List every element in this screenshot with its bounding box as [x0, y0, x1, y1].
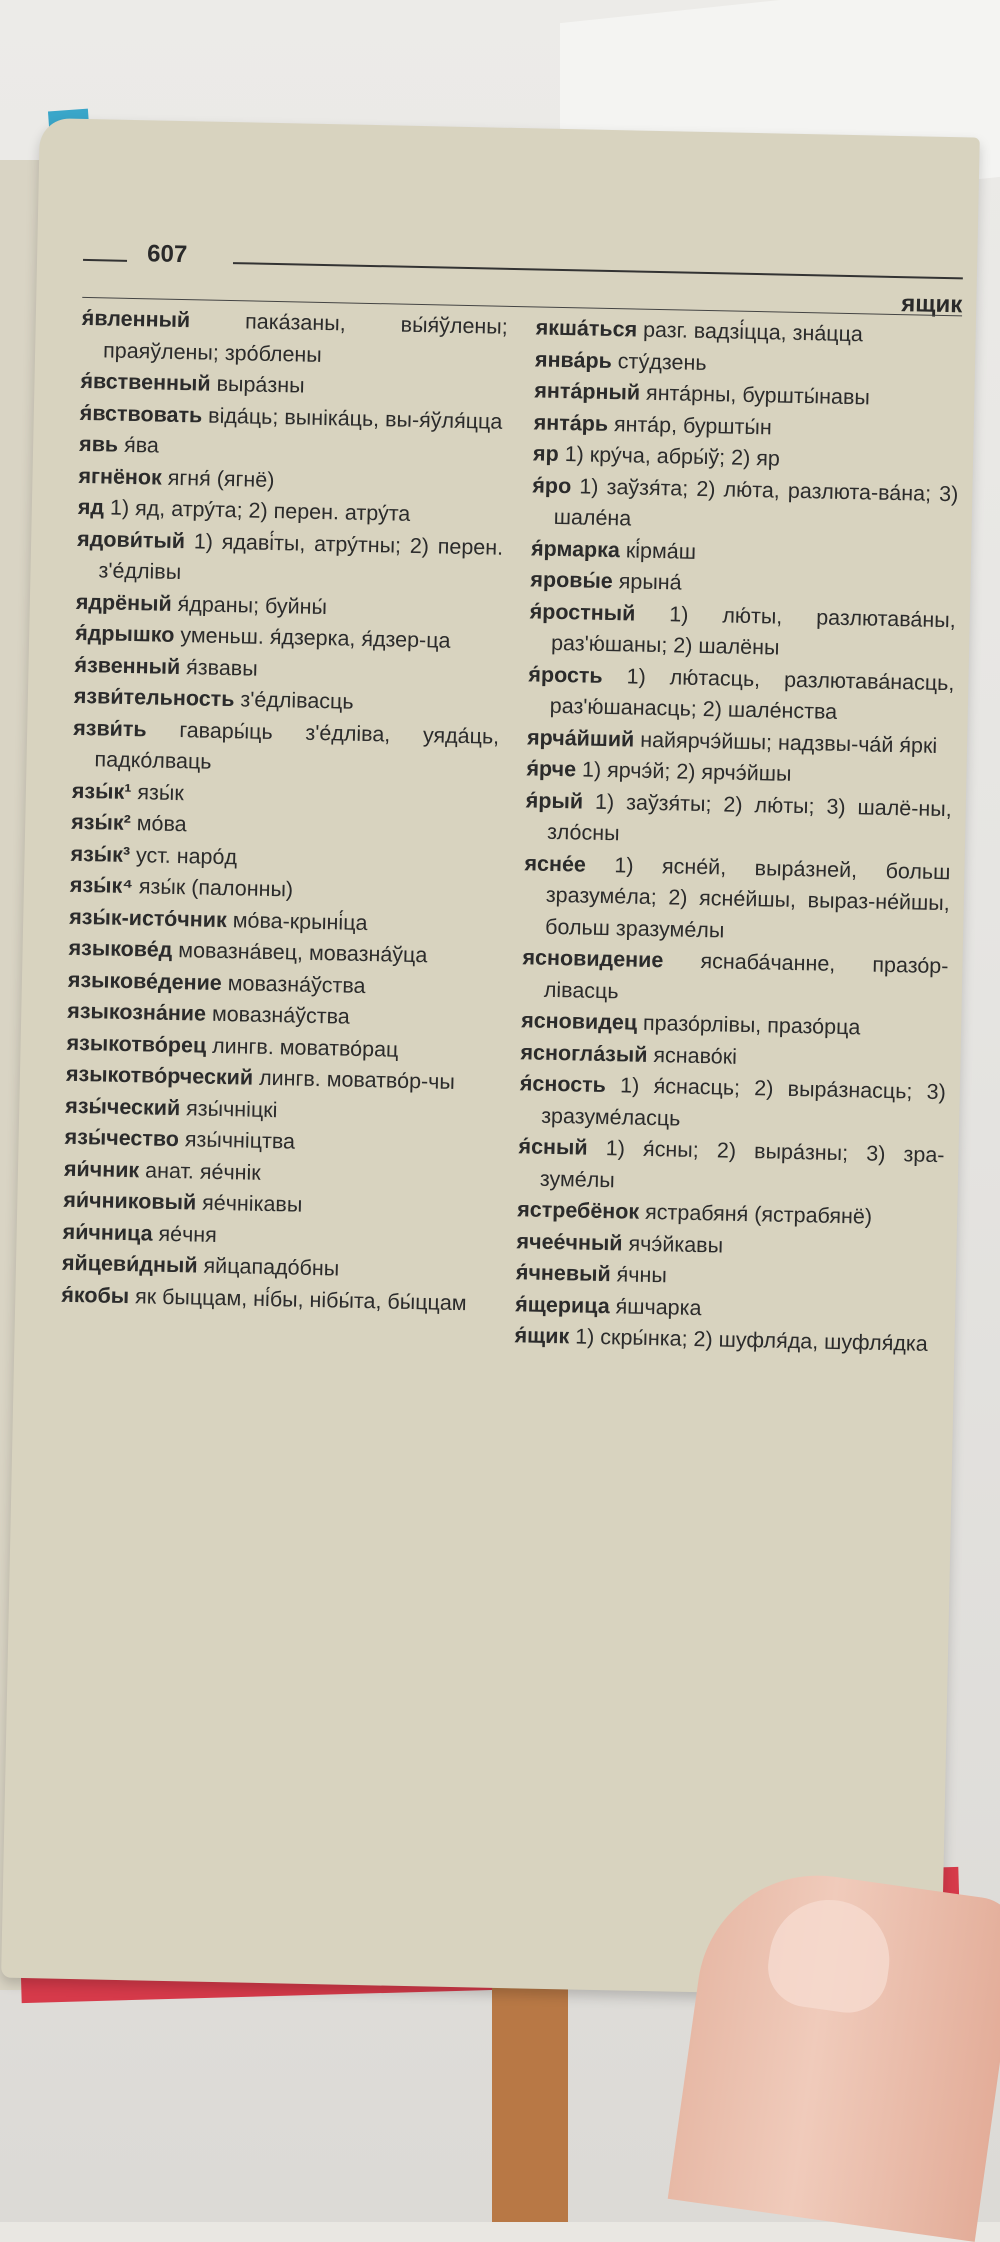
headword: янва́рь [534, 346, 613, 373]
headword: яйцеви́дный [61, 1250, 198, 1278]
dictionary-page [1, 118, 980, 1997]
definition: сту́дзень [611, 348, 707, 375]
headword: ясновидение [522, 945, 664, 973]
definition: язы́к [131, 779, 185, 805]
definition: 1) заўзя́та; 2) лю́та, разлюта-ва́на; 3) шале́на [553, 473, 959, 531]
dictionary-entry [76, 523, 503, 595]
definition: мо́ва [130, 811, 187, 837]
definition: мовазна́ўства [205, 1001, 350, 1029]
definition: я́ва [117, 432, 160, 458]
definition: найярчэ́йшы; надзвы-ча́й я́ркі [634, 727, 938, 758]
headword: ясне́е [524, 850, 587, 877]
headword: я́рче [526, 756, 577, 782]
definition: як быццам, ні́бы, нібы́та, бы́ццам [128, 1283, 467, 1315]
headword: я́сный [518, 1134, 588, 1160]
headword: язы́к⁴ [69, 872, 134, 899]
headword: я́звенный [74, 652, 181, 679]
right-column [514, 312, 962, 1360]
headword: ядови́тый [76, 526, 186, 553]
dictionary-entry [527, 659, 954, 731]
headword: яр [532, 441, 560, 466]
dictionary-entry [81, 303, 508, 375]
left-column [60, 303, 508, 1351]
definition: ягня́ (ягнё) [161, 465, 275, 492]
definition: язы́чніцтва [178, 1127, 296, 1154]
headword: ячее́чный [516, 1228, 623, 1255]
definition: 1) яд, атру́та; 2) перен. атру́та [103, 495, 411, 526]
definition: ячэ́йкавы [622, 1230, 724, 1258]
dictionary-entry [523, 848, 951, 951]
definition: язы́чніцкі [179, 1095, 278, 1122]
headword: ястребёнок [517, 1197, 640, 1224]
definition: 1) я́сны; 2) выра́зны; 3) зра-зуме́лы [539, 1135, 945, 1192]
definition: лингв. моватво́р-чы [252, 1065, 456, 1094]
headword: я́вствовать [79, 400, 203, 427]
headword: яи́чник [63, 1156, 140, 1182]
definition: янта́р, буршты́н [607, 411, 773, 439]
definition: віда́ць; выніка́ць, вы-я́ўля́цца [201, 402, 503, 434]
headword: язы́к¹ [71, 778, 132, 804]
headword: язы́к³ [70, 841, 131, 867]
definition: выра́зны [210, 371, 305, 398]
headword: ядрёный [75, 589, 172, 616]
headword: я́кобы [61, 1282, 130, 1308]
definition: яснаво́кі [647, 1042, 738, 1069]
headword: я́вственный [80, 368, 211, 396]
definition: яе́чнікавы [195, 1190, 303, 1217]
headword: ясновидец [520, 1008, 638, 1035]
headword: якша́ться [535, 315, 638, 342]
headword: я́чневый [515, 1260, 611, 1287]
definition: ярына́ [612, 569, 682, 595]
dictionary-entry [525, 785, 952, 857]
definition: лингв. моватво́рац [205, 1033, 399, 1062]
headword: языкове́д [68, 935, 173, 962]
headword: язы́чество [64, 1124, 180, 1152]
guide-word: ящик [900, 290, 963, 319]
headword: я́дрышко [74, 620, 175, 647]
definition: з'е́длівасць [234, 687, 354, 714]
definition: кі́рма́ш [619, 537, 697, 564]
headword: я́рость [528, 661, 603, 688]
definition: я́драны; буйны́ [171, 591, 328, 619]
dictionary-entry [518, 1131, 945, 1203]
definition: янта́рны, буршты́навы [639, 380, 871, 410]
definition: яе́чня [152, 1221, 218, 1247]
headword: языкозна́ние [67, 998, 207, 1026]
headword: ягнёнок [78, 463, 163, 490]
headword: я́рый [525, 787, 584, 814]
page-content [60, 239, 963, 1361]
headword: ярча́йший [526, 724, 635, 752]
headword: язви́ть [72, 715, 147, 741]
definition: ястрабяня́ (ястрабянё) [638, 1199, 873, 1229]
bookmark-ribbon [492, 1960, 568, 2222]
definition: уст. наро́д [129, 842, 238, 869]
headword: яи́чниковый [63, 1187, 197, 1215]
headword: я́щерица [515, 1291, 610, 1318]
headword: языкове́дение [67, 967, 223, 995]
definition: уменьш. я́дзерка, я́дзер-ца [174, 622, 451, 653]
definition: мовазна́ўства [221, 970, 366, 998]
headword: яд [77, 494, 105, 520]
definition: я́шчарка [609, 1293, 702, 1320]
dictionary-entry [531, 470, 958, 542]
headword: я́щик [514, 1323, 570, 1349]
definition: празо́рлівы, празо́рца [636, 1010, 861, 1040]
dictionary-entry [72, 712, 499, 784]
definition: 1) заўзя́ты; 2) лю́ты; 3) шалё-ны, зло́сны [546, 789, 952, 846]
definition: 1) ярчэ́й; 2) ярчэ́йшы [575, 757, 792, 786]
headword: язви́тельность [73, 683, 235, 712]
definition: гавары́ць з'е́дліва, уяда́ць, падко́лваць [94, 716, 500, 774]
headword: языкотво́рец [66, 1030, 207, 1058]
definition: 1) лю́тасць, разлютава́насць, раз'ю́шанасць; 2) шале́нства [549, 663, 955, 724]
headword: я́вленный [81, 305, 191, 333]
definition: пака́заны, вы́я́ўлены; праяўлены; зро́блены [102, 308, 508, 367]
header-rule-right [233, 262, 963, 279]
definition: 1) лю́ты, разлютава́ны, раз'ю́шаны; 2) шалёны [550, 601, 956, 660]
definition: анат. яе́чнік [138, 1157, 262, 1185]
headword: я́сность [519, 1071, 607, 1098]
headword: язы́к² [71, 809, 132, 836]
headword: язы́ческий [65, 1093, 181, 1120]
headword: явь [78, 431, 119, 457]
headword: янта́рь [533, 409, 609, 436]
dictionary-entry [529, 596, 956, 668]
dictionary-entry [519, 1068, 946, 1140]
definition: яйцападо́бны [197, 1253, 340, 1281]
headword: я́ро [532, 472, 572, 498]
definition: яснаба́чанне, празо́р-лівасць [543, 948, 949, 1003]
definition: разг. вадзі́цца, зна́цца [636, 317, 864, 347]
definition: мовазна́вец, мовазна́ўца [172, 937, 428, 968]
headword: янта́рный [534, 378, 641, 405]
dictionary-entry [522, 942, 949, 1014]
definition: 1) ядаві́ты, атру́тны; 2) перен. з'е́длівы [98, 528, 504, 585]
headword: языкотво́рческий [65, 1061, 254, 1090]
headword: яровы́е [530, 567, 614, 594]
definition: я́звавы [179, 654, 258, 681]
definition: 1) я́снасць; 2) выра́знасць; 3) зразуме́ласць [540, 1073, 947, 1131]
headword: язы́к-исто́чник [69, 904, 228, 932]
headword: я́рмарка [530, 535, 621, 562]
definition: 1) ясне́й, выра́зней, больш зразуме́ла; 2) ясне́йшы, выраз-не́йшы, больш зразуме́лы [544, 852, 951, 943]
definition: 1) кру́ча, абры́ў; 2) яр [558, 441, 781, 471]
page-number: 607 [146, 240, 188, 269]
definition: 1) скры́нка; 2) шуфля́да, шуфля́дка [569, 1324, 928, 1356]
entry-columns [60, 303, 962, 1361]
header-rule-left [83, 259, 127, 262]
headword: ясногла́зый [520, 1039, 648, 1067]
definition: язы́к (палонны) [132, 874, 294, 902]
headword: яи́чница [62, 1219, 153, 1246]
headword: я́ростный [529, 598, 636, 626]
definition: я́чны [610, 1262, 668, 1288]
definition: мо́ва-крыні́ца [226, 907, 368, 935]
